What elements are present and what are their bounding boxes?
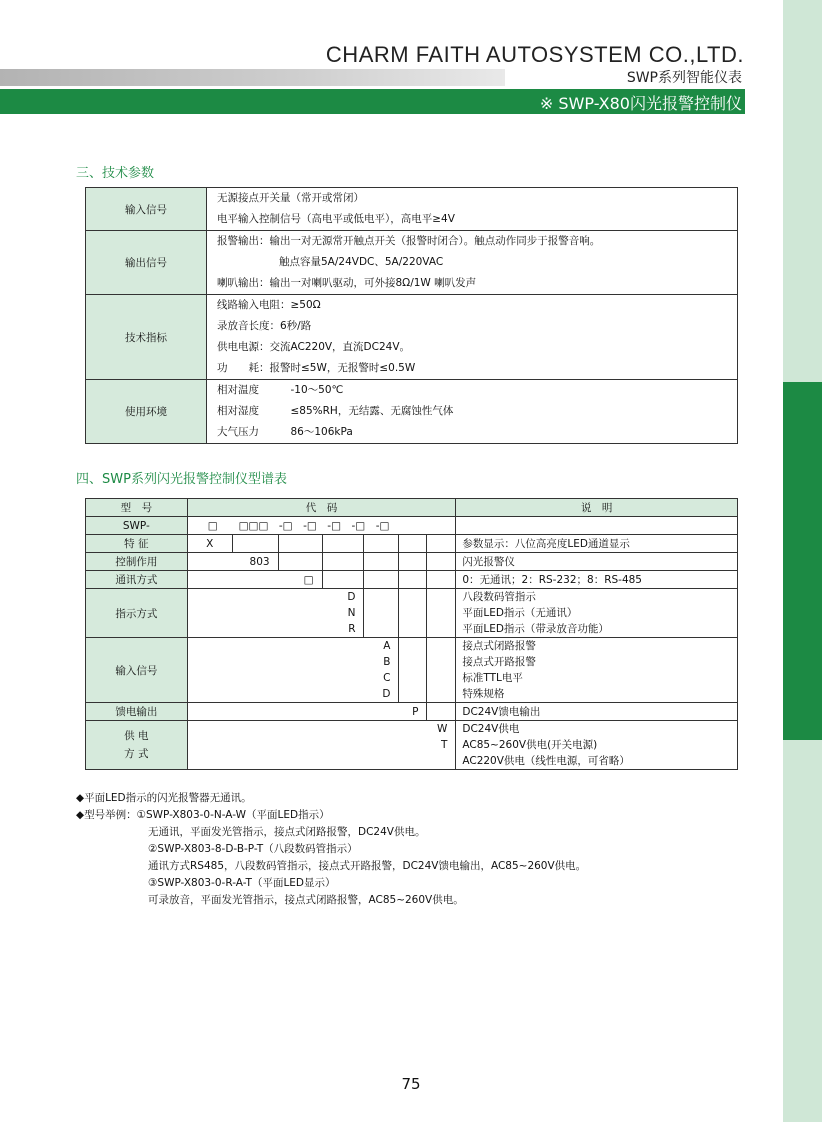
note-line: 通讯方式RS485，八段数码管指示，接点式开路报警，DC24V馈电输出，AC85~260V供电。 — [148, 860, 587, 872]
company-name: CHARM FAITH AUTOSYSTEM CO.,LTD. — [325, 42, 744, 67]
swp-label: SWP- — [86, 517, 188, 535]
spec-line: 喇叭输出：输出一对喇叭驱动，可外接8Ω/1W 喇叭发声 — [217, 277, 477, 289]
indicator-desc: 平面LED指示（带录放音功能） — [462, 623, 609, 635]
spec-row — [86, 231, 738, 295]
power-codes — [187, 721, 456, 770]
input-code: B — [383, 656, 391, 668]
indicator-desc: 平面LED指示（无通讯） — [462, 607, 578, 619]
spec-content — [207, 380, 738, 444]
feed-label: 馈电输出 — [86, 703, 188, 721]
power-code: T — [440, 739, 448, 751]
control-code: 803 — [187, 553, 278, 571]
indicator-codes — [187, 589, 364, 638]
indicator-code: N — [347, 607, 356, 619]
spec-row — [86, 188, 738, 231]
note-line: ②SWP-X803-8-D-B-P-T（八段数码管指示） — [148, 843, 358, 855]
control-label: 控制作用 — [86, 553, 188, 571]
input-desc: 接点式开路报警 — [462, 656, 536, 668]
spec-label: 技术指标 — [86, 295, 207, 380]
power-label-line1: 供 电 — [124, 730, 149, 742]
input-desc: 接点式闭路报警 — [462, 640, 536, 652]
power-label — [86, 721, 188, 770]
series-name: SWP系列智能仪表 — [626, 70, 742, 86]
header-code: 代 码 — [187, 499, 456, 517]
spec-content — [207, 231, 738, 295]
spec-row — [86, 295, 738, 380]
spec-line: 相对湿度 ≤85%RH，无结露、无腐蚀性气体 — [217, 405, 454, 417]
spec-content — [207, 295, 738, 380]
feature-code: X — [187, 535, 232, 553]
feed-desc: DC24V馈电输出 — [456, 703, 738, 721]
notes — [76, 790, 586, 909]
input-codes — [187, 638, 399, 703]
side-band-dark — [783, 382, 822, 740]
indicator-code: R — [348, 623, 356, 635]
header-grey-bar — [0, 69, 505, 86]
spec-line: 报警输出：输出一对无源常开触点开关（报警时闭合）。触点动作同步于报警音响。 — [217, 235, 601, 247]
input-descs — [456, 638, 738, 703]
feature-desc: 参数显示：八位高亮度LED通道显示 — [456, 535, 738, 553]
spec-line: 电平输入控制信号（高电平或低电平），高电平≥4V — [217, 213, 455, 225]
spec-line: 触点容量5A/24VDC、5A/220VAC — [279, 256, 444, 268]
note-line: 无通讯，平面发光管指示，接点式闭路报警，DC24V供电。 — [148, 826, 426, 838]
input-code: A — [383, 640, 391, 652]
spec-label: 使用环境 — [86, 380, 207, 444]
note-line: 可录放音，平面发光管指示，接点式闭路报警，AC85~260V供电。 — [148, 894, 464, 906]
model-table — [85, 498, 738, 770]
section4-title: 四、SWP系列闪光报警控制仪型谱表 — [76, 472, 287, 487]
comm-label: 通讯方式 — [86, 571, 188, 589]
page-number: 75 — [401, 1075, 421, 1093]
product-title: ※ SWP-X80闪光报警控制仪 — [539, 94, 742, 113]
comm-code: □ — [187, 571, 322, 589]
power-desc: AC85~260V供电(开关电源) — [462, 739, 598, 751]
section3-title: 三、技术参数 — [76, 166, 155, 181]
power-label-line2: 方 式 — [124, 748, 149, 760]
header-model: 型 号 — [86, 499, 188, 517]
indicator-code: D — [347, 591, 356, 603]
note-line: ◆平面LED指示的闪光报警器无通讯。 — [76, 792, 252, 804]
spec-content — [207, 188, 738, 231]
feed-code: P — [187, 703, 427, 721]
power-desc: DC24V供电 — [462, 723, 520, 735]
note-line: ◆型号举例：①SWP-X803-0-N-A-W（平面LED指示） — [76, 809, 330, 821]
input-code: C — [383, 672, 391, 684]
feature-label: 特 征 — [86, 535, 188, 553]
spec-label: 输入信号 — [86, 188, 207, 231]
spec-line: 大气压力 86～106kPa — [217, 426, 353, 438]
power-desc: AC220V供电（线性电源，可省略） — [462, 755, 630, 767]
note-line: ③SWP-X803-0-R-A-T（平面LED显示） — [148, 877, 336, 889]
indicator-desc: 八段数码管指示 — [462, 591, 536, 603]
power-descs — [456, 721, 738, 770]
input-desc: 标准TTL电平 — [462, 672, 523, 684]
spec-line: 功 耗：报警时≤5W，无报警时≤0.5W — [217, 362, 416, 374]
control-desc: 闪光报警仪 — [456, 553, 738, 571]
spec-line: 供电电源：交流AC220V，直流DC24V。 — [217, 341, 411, 353]
spec-line: 无源接点开关量（常开或常闭） — [217, 192, 364, 204]
spec-line: 录放音长度：6秒/路 — [217, 320, 312, 332]
power-code: W — [436, 723, 448, 735]
input-code: D — [382, 688, 391, 700]
header-desc: 说 明 — [456, 499, 738, 517]
indicator-label: 指示方式 — [86, 589, 188, 638]
spec-line: 线路输入电阻：≥50Ω — [217, 299, 321, 311]
swp-code-pattern: □ □□□ -□ -□ -□ -□ -□ — [187, 517, 456, 535]
input-desc: 特殊规格 — [462, 688, 505, 700]
input-label: 输入信号 — [86, 638, 188, 703]
spec-label: 输出信号 — [86, 231, 207, 295]
spec-table — [85, 187, 738, 444]
indicator-descs — [456, 589, 738, 638]
spec-row — [86, 380, 738, 444]
comm-desc: 0：无通讯；2：RS-232；8：RS-485 — [456, 571, 738, 589]
spec-line: 相对温度 -10～50℃ — [217, 384, 344, 396]
